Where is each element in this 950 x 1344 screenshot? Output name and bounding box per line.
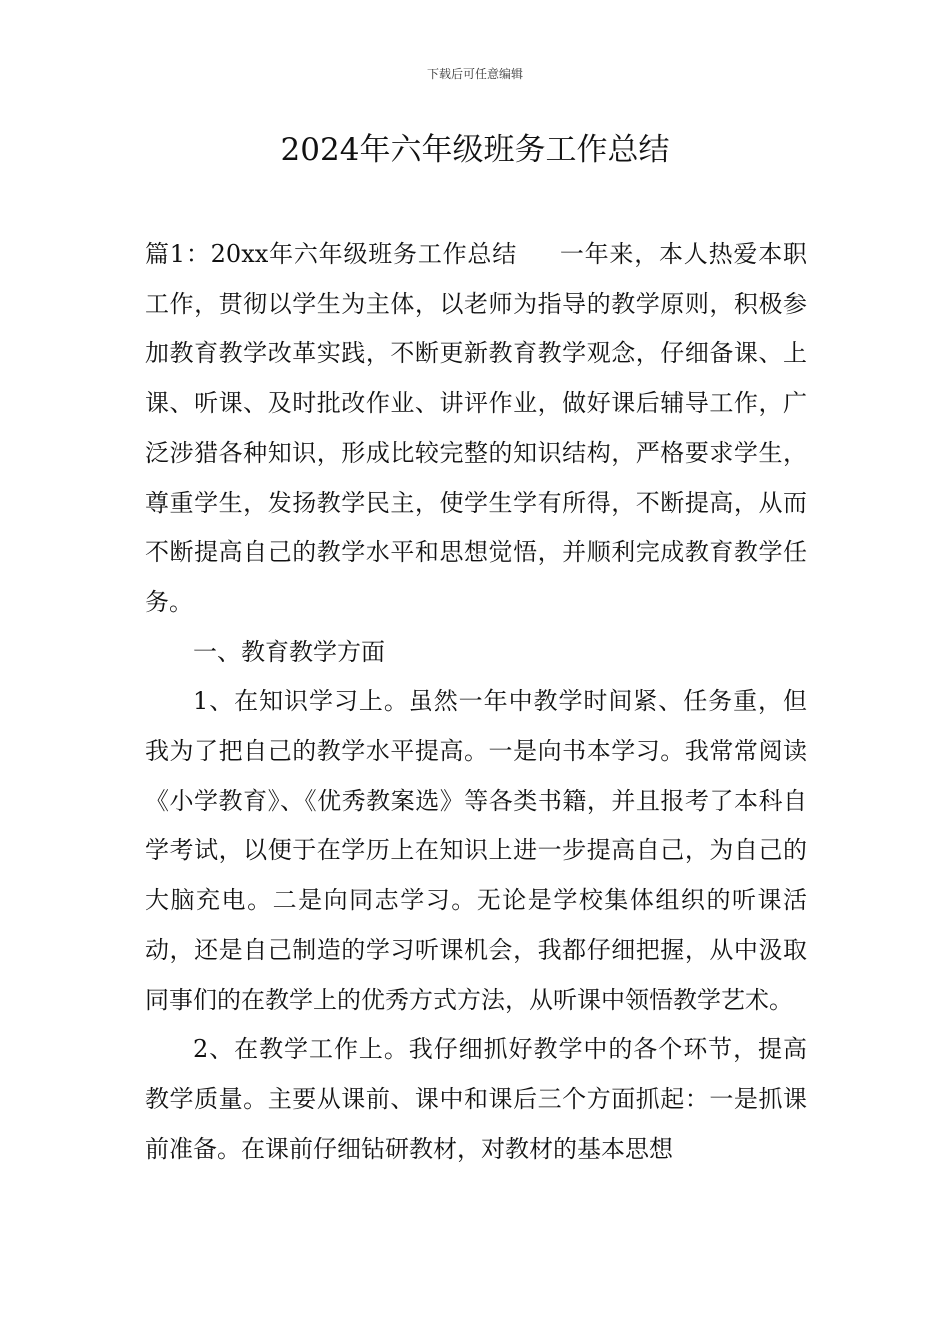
paragraph-1-text: 一年来，本人热爱本职工作，贯彻以学生为主体，以老师为指导的教学原则，积极参加教育教学改革实践，不断更新教育教学观念，仔细备课、上课、听课、及时批改作业、讲评作业，做好课后辅导工作，广泛涉猎各种知识，形成比较完整的知识结构，严格要求学生，尊重学生，发扬教学民主，使学生学有所得，不断提高，从而不断提高自己的教学水平和思想觉悟，并顺利完成教育教学任务。: [145, 240, 807, 616]
paragraph-4: 2、在教学工作上。我仔细抓好教学中的各个环节，提高教学质量。主要从课前、课中和课后三个方面抓起：一是抓课前准备。在课前仔细钻研教材，对教材的基本思想: [145, 1035, 807, 1163]
paragraph-3: 1、在知识学习上。虽然一年中教学时间紧、任务重，但我为了把自己的教学水平提高。一是向书本学习。我常常阅读《小学教育》、《优秀教案选》等各类书籍，并且报考了本科自学考试，以便于在学历上在知识上进一步提高自己，为自己的大脑充电。二是向同志学习。无论是学校集体组织的听课活动，还是自己制造的学习听课机会，我都仔细把握，从中汲取同事们的在教学上的优秀方式方法，从听课中领悟教学艺术。: [145, 687, 807, 1014]
document-title: 2024年六年级班务工作总结: [280, 132, 670, 168]
document-body: [145, 230, 807, 1174]
header-note: 下载后可任意编辑: [426, 67, 523, 81]
paragraph-intro: [145, 230, 807, 628]
intro-label: 篇1：20xx年六年级班务工作总结: [145, 240, 518, 268]
section-heading: 一、教育教学方面: [193, 637, 385, 666]
